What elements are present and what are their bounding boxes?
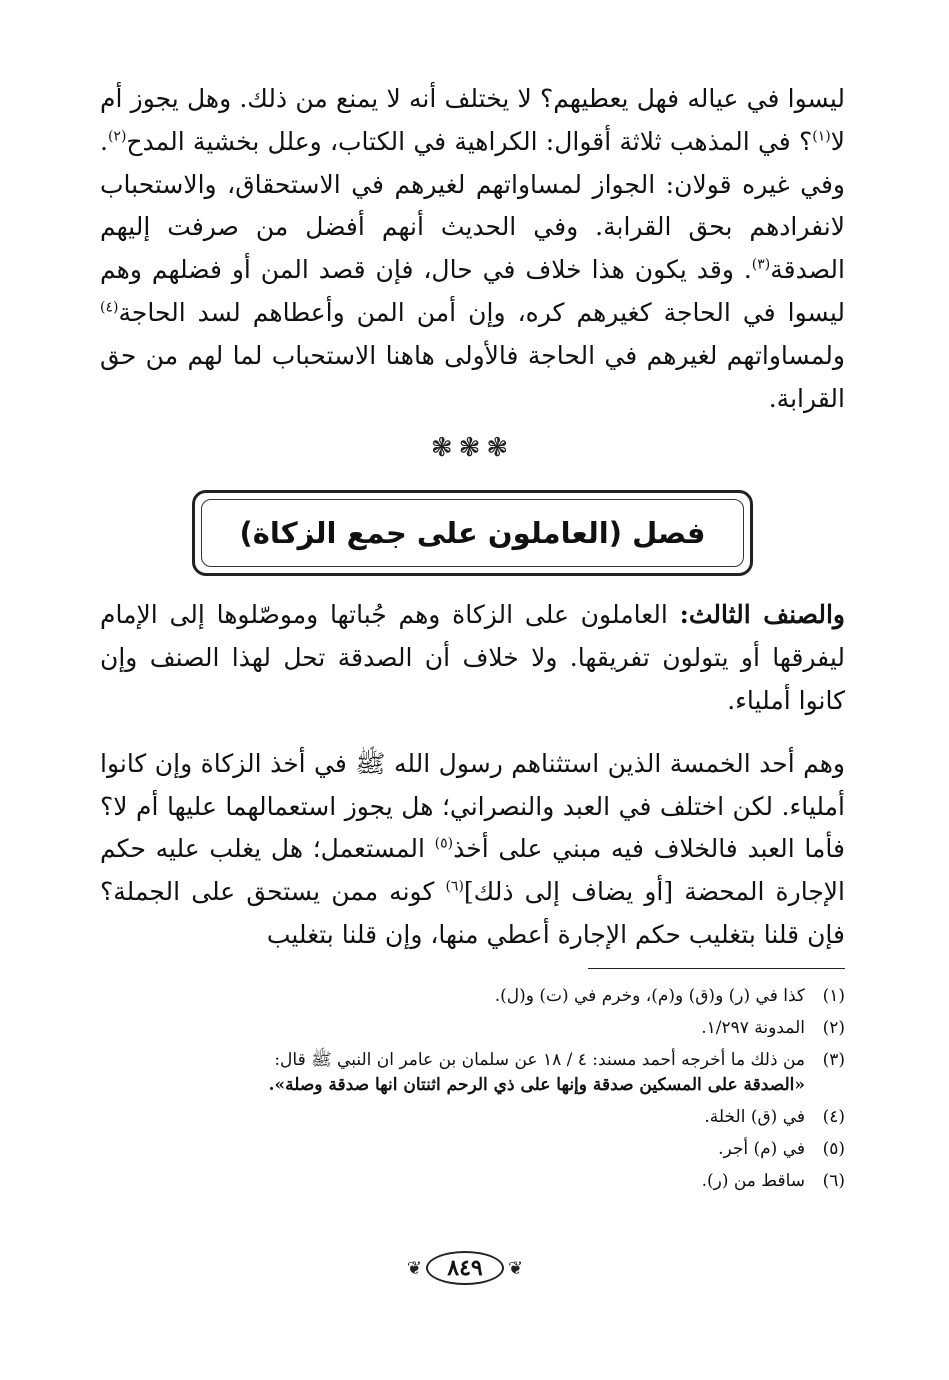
footnote-text: من ذلك ما أخرجه أحمد مسند: ٤ / ١٨ عن سلمان بن عامر ان النبي ﷺ قال: (274, 1050, 805, 1070)
page-body (100, 78, 845, 957)
chapter-heading-frame (192, 490, 753, 576)
footnote-number: (٢) (822, 1018, 845, 1038)
paragraph-2 (100, 594, 845, 722)
text-run: . وفي غيره قولان: الجواز لمساواتهم لغيرهم في الاستحقاق، والاستحباب لانفرادهم بحق القرابة. وفي الحديث أنهم أفضل من صرفت إليهم الصدقة (100, 126, 845, 285)
text-run: ولمساواتهم لغيرهم في الحاجة فالأولى هاهنا الاستحباب لما لهم من حق القرابة. (100, 340, 845, 413)
section-divider-stars: ❃❃❃ (430, 433, 515, 464)
footnote-number: (١) (822, 986, 845, 1006)
footnote-number: (٣) (822, 1050, 845, 1070)
page-number: ٨٤٩ (426, 1251, 504, 1285)
footnote-number: (٥) (822, 1139, 845, 1159)
footnotes (100, 984, 845, 1201)
text-run: المستعمل؛ هل يغلب عليه حكم الإجارة المحضة [أو يضاف إلى ذلك] (100, 834, 845, 907)
paragraph-lead: والصنف الثالث: (679, 600, 846, 630)
footnote-3 (100, 1048, 845, 1098)
left-flourish-icon: ❦ (406, 1257, 422, 1279)
footnote-ref-6[interactable]: (٦) (445, 878, 464, 895)
footnote-ref-4[interactable]: (٤) (100, 299, 119, 316)
chapter-heading-inner-frame (201, 499, 744, 567)
footnote-separator (588, 968, 845, 969)
page-number-ornament (395, 1248, 535, 1288)
paragraph-1 (100, 78, 845, 420)
paragraph-3 (100, 743, 845, 957)
footnote-hadith-quote: «الصدقة على المسكين صدقة وإنها على ذي الرحم اثنتان انها صدقة وصلة». (268, 1075, 805, 1095)
footnote-text: في (ق) الخلة. (704, 1107, 805, 1127)
footnote-2 (100, 1016, 845, 1041)
footnote-text: في (م) أجر. (718, 1139, 805, 1159)
text-run: ليسوا في عياله فهل يعطيهم؟ لا يختلف أنه لا يمنع من ذلك. وهل يجوز أم لا (100, 84, 845, 156)
footnote-number: (٦) (822, 1171, 845, 1191)
text-run: . وقد يكون هذا خلاف في حال، فإن قصد المن أو فضلهم وهم ليسوا في الحاجة كغيرهم كره، وإن أمن المن وأعطاهم لسد الحاجة (100, 255, 845, 327)
footnote-ref-3[interactable]: (٣) (751, 256, 771, 273)
footnote-number: (٤) (822, 1107, 845, 1127)
footnote-5 (100, 1137, 845, 1162)
footnote-ref-1[interactable]: (١) (812, 128, 831, 145)
footnote-text: ساقط من (ر). (701, 1171, 805, 1191)
footnote-6 (100, 1169, 845, 1194)
text-run: العاملون على الزكاة وهم جُباتها وموصّلوها إلى الإمام ليفرقها أو يتولون تفريقها. ولا خلاف أن الصدقة تحل لهذا الصنف وإن كانوا أملياء. (100, 600, 845, 715)
footnote-ref-2[interactable]: (٢) (107, 128, 127, 145)
chapter-heading: فصل (العاملون على جمع الزكاة) (239, 516, 706, 551)
footnote-text: المدونة ١/٢٩٧. (701, 1018, 805, 1038)
footnote-text: كذا في (ر) و(ق) و(م)، وخرم في (ت) و(ل). (494, 986, 805, 1006)
footnote-ref-5[interactable]: (٥) (434, 836, 454, 853)
footnote-4 (100, 1105, 845, 1130)
footnote-1 (100, 984, 845, 1009)
text-run: كونه ممن يستحق على الجملة؟ فإن قلنا بتغليب حكم الإجارة أعطي منها، وإن قلنا بتغليب (100, 877, 845, 949)
footnote-body (100, 1048, 805, 1098)
right-flourish-icon: ❦ (508, 1257, 524, 1279)
text-run: وهم أحد الخمسة الذين استثناهم رسول الله ﷺ في أخذ الزكاة وإن كانوا أملياء. لكن اختلف في العبد والنصراني؛ هل يجوز استعمالهما عليها أم لا؟ فأما العبد فالخلاف فيه مبني على أخذ (100, 748, 845, 864)
text-run: ؟ في المذهب ثلاثة أقوال: الكراهية في الكتاب، وعلل بخشية المدح (126, 126, 813, 156)
